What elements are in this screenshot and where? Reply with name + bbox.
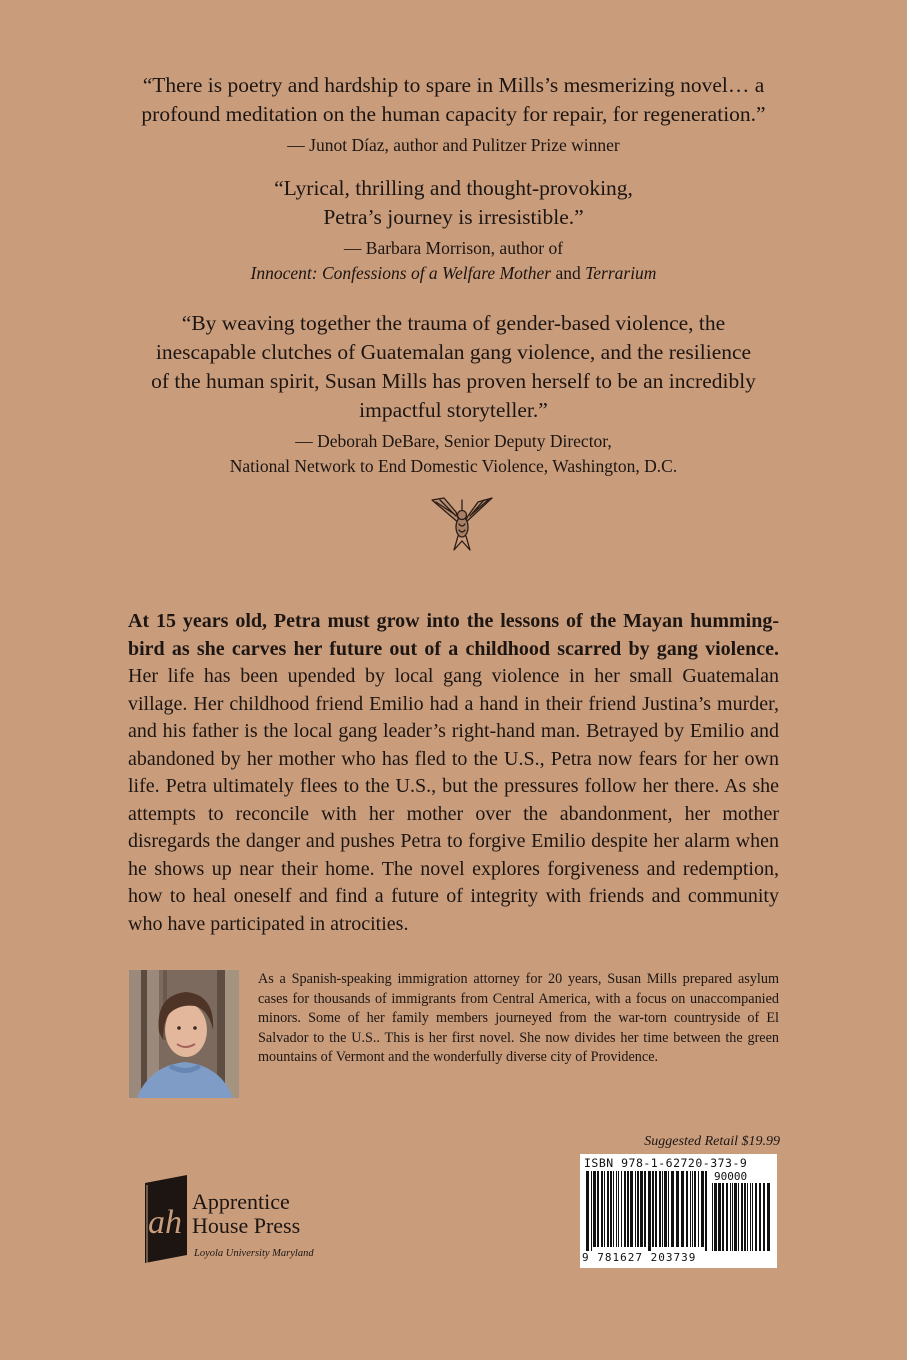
barcode-bar: [759, 1183, 761, 1251]
blurb-junot-diaz: [100, 71, 807, 158]
barcode-bar: [718, 1183, 721, 1251]
blurb-attribution: [100, 236, 807, 286]
work-title: Terrarium: [585, 263, 657, 283]
barcode-bar: [659, 1171, 661, 1247]
blurb-deborah-debare: [100, 309, 807, 479]
quote-line: of the human spirit, Susan Mills has proven herself to be an incredibly: [151, 369, 756, 393]
book-description: [128, 608, 779, 938]
barcode-bar: [712, 1183, 713, 1251]
barcode-bar: [635, 1171, 636, 1247]
blurb-attribution: [100, 429, 807, 479]
blurb-attribution: [100, 133, 807, 158]
work-title: Innocent: Confessions of a Welfare Mother: [250, 263, 552, 283]
barcode-bar: [763, 1183, 765, 1251]
barcode-bar: [750, 1183, 751, 1251]
barcode-bar: [593, 1171, 596, 1247]
barcode-bar: [686, 1171, 688, 1247]
author-photo: [129, 970, 239, 1098]
quote-line: “There is poetry and hardship to spare in Mills’s mesmerizing novel… a: [142, 73, 765, 97]
author-bio: As a Spanish-speaking immigration attorney for 20 years, Susan Mills prepared asylum cases for thousands of immigrants from Central America, with a focus on unaccompanied minors. Some of her family members journeyed from the war-torn countryside of El Salvador to the U.S.. This is her first novel. She now divides her time between the green mountains of Vermont and the wonderfully diverse city of Providence.: [258, 971, 779, 1066]
barcode-bar: [624, 1171, 626, 1247]
attribution-works: [100, 261, 807, 286]
barcode-box: [580, 1154, 777, 1268]
barcode-bar: [618, 1171, 619, 1247]
barcode-bar: [734, 1183, 737, 1251]
barcode-bar: [694, 1171, 696, 1247]
barcode-bar: [701, 1171, 704, 1247]
addon-barcode-icon: [712, 1183, 770, 1251]
barcode-bar: [668, 1171, 669, 1247]
barcode-bar: [662, 1171, 663, 1247]
publisher-name-line: House Press: [192, 1213, 301, 1238]
barcode-bar: [692, 1171, 693, 1247]
barcode-bar: [616, 1171, 617, 1247]
barcode-bar: [747, 1183, 748, 1251]
publisher-name-line: Apprentice: [192, 1189, 290, 1214]
barcode-bar: [767, 1183, 770, 1251]
description-body: Her life has been upended by local gang violence in her small Guatemalan village. Her childhood friend Emilio had a hand in their friend Justina’s murder, and his father is the local gang leader’s right-hand man. Betrayed by Emilio and abandoned by her mother who has fled to the U.S., Petra now fears for her own life. Petra ultimately flees to the U.S., but the pressures follow her there. As she attempts to reconcile with her mother over the abandonment, her mother disregards the danger and pushes Petra to forgive Emilio despite her alarm when he shows up near their home. The novel explores forgiveness and redemption, how to heal oneself and find a future of integrity with friends and community who have participated in atrocities.: [128, 665, 779, 935]
barcode-bar: [732, 1183, 733, 1251]
barcode-bar: [726, 1183, 728, 1251]
barcode-bar: [676, 1171, 679, 1247]
barcode-bar: [741, 1183, 743, 1251]
attribution-line: — Deborah DeBare, Senior Deputy Director,: [295, 431, 612, 451]
barcode-bar: [604, 1171, 605, 1247]
barcode-bar: [613, 1171, 614, 1247]
quote-line: “By weaving together the trauma of gender-based violence, the: [181, 311, 726, 335]
attribution-line: — Barbara Morrison, author of: [343, 238, 564, 258]
attribution-line: National Network to End Domestic Violence, Washington, D.C.: [229, 456, 678, 476]
quote-line: profound meditation on the human capacity for repair, for regeneration.”: [141, 102, 766, 126]
barcode-bar: [610, 1171, 612, 1247]
ean-number: 9 781627 203739: [582, 1251, 697, 1264]
barcode-bar: [714, 1183, 717, 1251]
publisher-affiliation: Loyola University Maryland: [194, 1248, 314, 1259]
ean-barcode-icon: [586, 1171, 708, 1251]
barcode-bar: [644, 1171, 646, 1247]
barcode-bar: [744, 1183, 746, 1251]
barcode-bar: [621, 1171, 622, 1247]
publisher-logo-letters: ah: [148, 1204, 182, 1241]
publisher-name: [192, 1190, 300, 1238]
hummingbird-icon: [430, 494, 494, 552]
isbn-text: ISBN 978-1-62720-373-9: [584, 1156, 748, 1170]
addon-number: 90000: [714, 1170, 748, 1183]
barcode-bar: [586, 1171, 589, 1251]
barcode-bar: [705, 1171, 707, 1251]
barcode-bar: [591, 1171, 592, 1251]
barcode-bar: [597, 1171, 599, 1247]
work-joiner: and: [551, 263, 586, 283]
barcode-bar: [730, 1183, 731, 1251]
quote-line: Petra’s journey is irresistible.”: [323, 205, 584, 229]
attribution-line: — Junot Díaz, author and Pulitzer Prize winner: [287, 135, 620, 155]
publisher-logo-icon: [143, 1173, 191, 1265]
description-lead: At 15 years old, Petra must grow into the lessons of the Mayan hummingbird as she carves her future out of a childhood scarred by gang violence.: [128, 610, 779, 660]
retail-price: Suggested Retail $19.99: [644, 1134, 780, 1149]
blurb-quote: [100, 309, 807, 425]
barcode-bar: [601, 1171, 603, 1247]
blurb-barbara-morrison: [100, 174, 807, 286]
barcode-bar: [671, 1171, 674, 1247]
quote-line: impactful storyteller.”: [359, 398, 548, 422]
barcode-bar: [607, 1171, 609, 1247]
barcode-bar: [690, 1171, 691, 1247]
barcode-bar: [755, 1183, 757, 1251]
barcode-bar: [664, 1171, 667, 1247]
blurb-quote: [100, 71, 807, 129]
barcode-bar: [630, 1171, 633, 1247]
blurb-quote: [100, 174, 807, 232]
quote-line: “Lyrical, thrilling and thought-provoking,: [274, 176, 633, 200]
barcode-bar: [637, 1171, 639, 1247]
barcode-bar: [738, 1183, 739, 1251]
barcode-bar: [752, 1183, 753, 1251]
barcode-bar: [655, 1171, 657, 1247]
barcode-bar: [648, 1171, 651, 1251]
barcode-bar: [698, 1171, 699, 1247]
barcode-bar: [722, 1183, 724, 1251]
barcode-bar: [652, 1171, 654, 1247]
quote-line: inescapable clutches of Guatemalan gang violence, and the resilience: [155, 340, 752, 364]
barcode-bar: [627, 1171, 629, 1247]
barcode-bar: [681, 1171, 684, 1247]
barcode-bar: [640, 1171, 643, 1247]
